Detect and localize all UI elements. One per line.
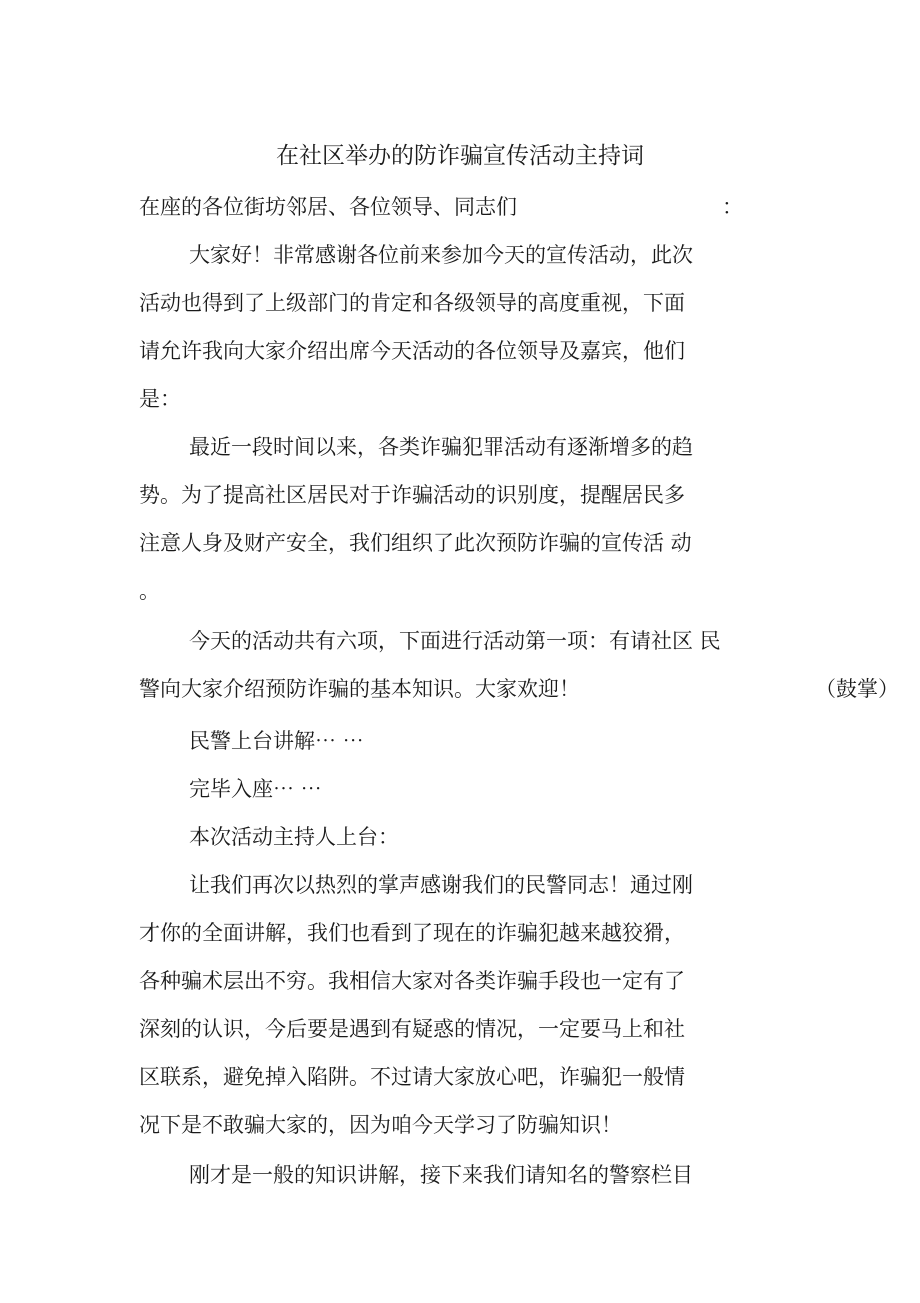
paragraph4-line6: 况下是不敢骗大家的，因为咱今天学习了防骗知识！: [139, 1113, 622, 1137]
stage-direction-police-speech: 民警上台讲解⋯ ⋯: [189, 729, 364, 753]
paragraph2-line1: 最近一段时间以来，各类诈骗犯罪活动有逐渐增多的趋: [189, 435, 693, 459]
salutation-colon: ：: [722, 195, 743, 219]
paragraph4-line1: 让我们再次以热烈的掌声感谢我们的民警同志！通过刚: [189, 873, 693, 897]
paragraph1-line3: 请允许我向大家介绍出席今天活动的各位领导及嘉宾，他们: [139, 339, 685, 363]
paragraph1-line1: 大家好！非常感谢各位前来参加今天的宣传活动，此次: [189, 243, 693, 267]
paragraph2-line3: 注意人身及财产安全，我们组织了此次预防诈骗的宣传活 动: [139, 531, 692, 555]
paragraph4-line3: 各种骗术层出不穷。我相信大家对各类诈骗手段也一定有了: [139, 969, 685, 993]
paragraph4-line2: 才你的全面讲解，我们也看到了现在的诈骗犯越来越狡猾，: [139, 921, 685, 945]
stage-direction-host: 本次活动主持人上台：: [189, 825, 399, 849]
salutation-line: [139, 192, 743, 222]
document-title: 在社区举办的防诈骗宣传活动主持词: [276, 143, 644, 169]
paragraph2-line4: 。: [139, 579, 160, 603]
paragraph4-line4: 深刻的认识，今后要是遇到有疑惑的情况，一定要马上和社: [139, 1017, 685, 1041]
paragraph5-line1: 刚才是一般的知识讲解，接下来我们请知名的警察栏目: [189, 1163, 693, 1187]
paragraph3-line1: 今天的活动共有六项，下面进行活动第一项：有请社区 民: [189, 629, 721, 653]
paragraph3-line2-text: 警向大家介绍预防诈骗的基本知识。大家欢迎！: [139, 677, 580, 701]
paragraph4-line5: 区联系，避免掉入陷阱。不过请大家放心吧，诈骗犯一般情: [139, 1065, 685, 1089]
stage-direction-return-seat: 完毕入座⋯ ⋯: [189, 777, 322, 801]
applause-note: （鼓掌）: [815, 677, 899, 701]
paragraph3-line2: [139, 674, 899, 704]
paragraph1-line4: 是：: [139, 387, 181, 411]
paragraph2-line2: 势。为了提高社区居民对于诈骗活动的识别度，提醒居民多: [139, 483, 685, 507]
salutation-text: 在座的各位街坊邻居、各位领导、同志们: [139, 195, 517, 219]
paragraph1-line2: 活动也得到了上级部门的肯定和各级领导的高度重视，下面: [139, 291, 685, 315]
